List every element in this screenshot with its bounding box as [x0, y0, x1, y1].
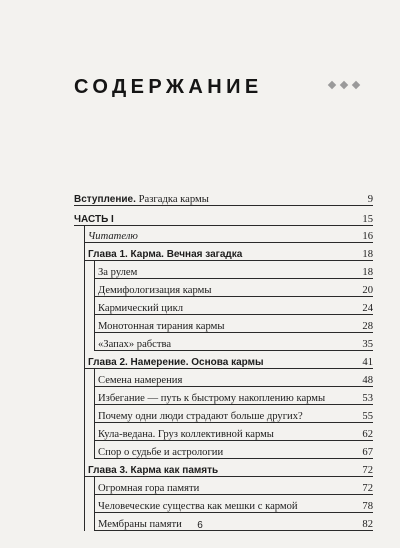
toc-entry-label: Семена намерения — [98, 375, 183, 386]
toc-entry — [88, 354, 373, 369]
diamond-icon — [328, 81, 336, 89]
toc-entry-page: 48 — [362, 375, 373, 386]
toc-entry-page: 82 — [362, 519, 373, 530]
toc-entry-page: 24 — [362, 303, 373, 314]
toc-entry-label: Монотонная тирания кармы — [98, 321, 225, 332]
entry-underline — [94, 332, 373, 333]
toc-entry-label: Глава 3. Карма как память — [88, 465, 219, 476]
page-title: СОДЕРЖАНИЕ — [74, 76, 263, 98]
toc-entry-page: 55 — [362, 411, 373, 422]
toc-entry — [98, 480, 373, 495]
leader-space — [274, 426, 360, 441]
entry-underline — [74, 205, 373, 206]
toc-entry-label: Демифологизация кармы — [98, 285, 212, 296]
leader-space — [218, 462, 359, 477]
leader-space — [138, 228, 360, 243]
toc-entry-page: 78 — [362, 501, 373, 512]
leader-space — [137, 264, 359, 279]
toc-entry-page: 16 — [362, 231, 373, 242]
toc-entry-page: 53 — [362, 393, 373, 404]
page-number: 6 — [197, 520, 203, 531]
nesting-line — [84, 225, 85, 531]
toc-entry-label: Глава 2. Намерение. Основа кармы — [88, 357, 264, 368]
toc-entry — [98, 498, 373, 513]
toc-entry-page: 67 — [362, 447, 373, 458]
toc-entry-label: За рулем — [98, 267, 138, 278]
toc-entry — [98, 390, 373, 405]
toc-entry-text: Разгадка кармы — [138, 194, 209, 205]
leader-space — [298, 498, 360, 513]
toc-entry-page: 20 — [362, 285, 373, 296]
entry-underline — [84, 242, 373, 243]
toc-entry-page: 9 — [367, 194, 373, 205]
toc-entry-page: 41 — [362, 357, 373, 368]
toc-entry-page: 18 — [362, 249, 373, 260]
entry-underline — [84, 368, 373, 369]
leader-space — [264, 354, 360, 369]
toc-entry — [98, 336, 373, 351]
toc-entry — [74, 191, 373, 206]
toc-entry-label: Мембраны памяти — [98, 519, 182, 530]
toc-entry-label: ЧАСТЬ I — [74, 214, 114, 225]
toc-entry — [98, 426, 373, 441]
leader-space — [223, 444, 359, 459]
leader-space — [114, 211, 360, 226]
leader-space — [242, 246, 359, 261]
leader-space — [182, 372, 359, 387]
toc-entry-bold-prefix: Вступление. — [74, 194, 139, 205]
toc-entry-page: 28 — [362, 321, 373, 332]
nesting-line — [94, 260, 95, 351]
toc-entry-label: Глава 1. Карма. Вечная загадка — [88, 249, 243, 260]
toc-entry — [88, 246, 373, 261]
entry-underline — [84, 476, 373, 477]
toc-entry — [88, 462, 373, 477]
entry-underline — [94, 512, 373, 513]
toc-entry — [98, 282, 373, 297]
entry-underline — [94, 494, 373, 495]
toc-entry-label: «Запах» рабства — [98, 339, 172, 350]
entry-underline — [94, 314, 373, 315]
toc-entry-page: 62 — [362, 429, 373, 440]
toc-entry-label: Спор о судьбе и астрологии — [98, 447, 224, 458]
entry-underline — [84, 260, 373, 261]
entry-underline — [94, 440, 373, 441]
entry-underline — [94, 386, 373, 387]
diamond-ornament — [329, 82, 359, 88]
toc-entry — [98, 444, 373, 459]
entry-underline — [94, 350, 373, 351]
leader-space — [303, 408, 360, 423]
leader-space — [171, 336, 359, 351]
toc-entry — [98, 408, 373, 423]
entry-underline — [74, 225, 373, 226]
toc-entry-page: 72 — [362, 483, 373, 494]
toc-entry — [74, 211, 373, 226]
heading-row — [74, 74, 359, 100]
toc-entry-page: 72 — [362, 465, 373, 476]
toc-entry-page: 35 — [362, 339, 373, 350]
toc-entry — [98, 264, 373, 279]
entry-underline — [94, 296, 373, 297]
toc-entry-label: Человеческие существа как мешки с кармой — [98, 501, 298, 512]
toc-entry-label: Кармический цикл — [98, 303, 184, 314]
leader-space — [183, 300, 359, 315]
toc-entry-page: 18 — [362, 267, 373, 278]
toc-entry-label: Избегание — путь к быстрому накоплению кармы — [98, 393, 326, 404]
leader-space — [209, 191, 365, 206]
toc-entry-label: Почему одни люди страдают больше других? — [98, 411, 303, 422]
leader-space — [224, 318, 359, 333]
nesting-line — [94, 368, 95, 459]
entry-underline — [94, 458, 373, 459]
toc-entry — [98, 372, 373, 387]
leader-space — [199, 480, 359, 495]
entry-underline — [94, 404, 373, 405]
entry-underline — [94, 422, 373, 423]
toc-entry — [98, 318, 373, 333]
toc-entry-page: 15 — [362, 214, 373, 225]
toc-entry — [98, 300, 373, 315]
toc-entry — [88, 228, 373, 243]
diamond-icon — [352, 81, 360, 89]
toc-entry-label: Огромная гора памяти — [98, 483, 200, 494]
leader-space — [211, 282, 359, 297]
diamond-icon — [340, 81, 348, 89]
leader-space — [325, 390, 359, 405]
entry-underline — [94, 278, 373, 279]
toc-entry-label: Читателю — [88, 231, 138, 242]
toc-entry-label: Кула-ведана. Груз коллективной кармы — [98, 429, 274, 440]
